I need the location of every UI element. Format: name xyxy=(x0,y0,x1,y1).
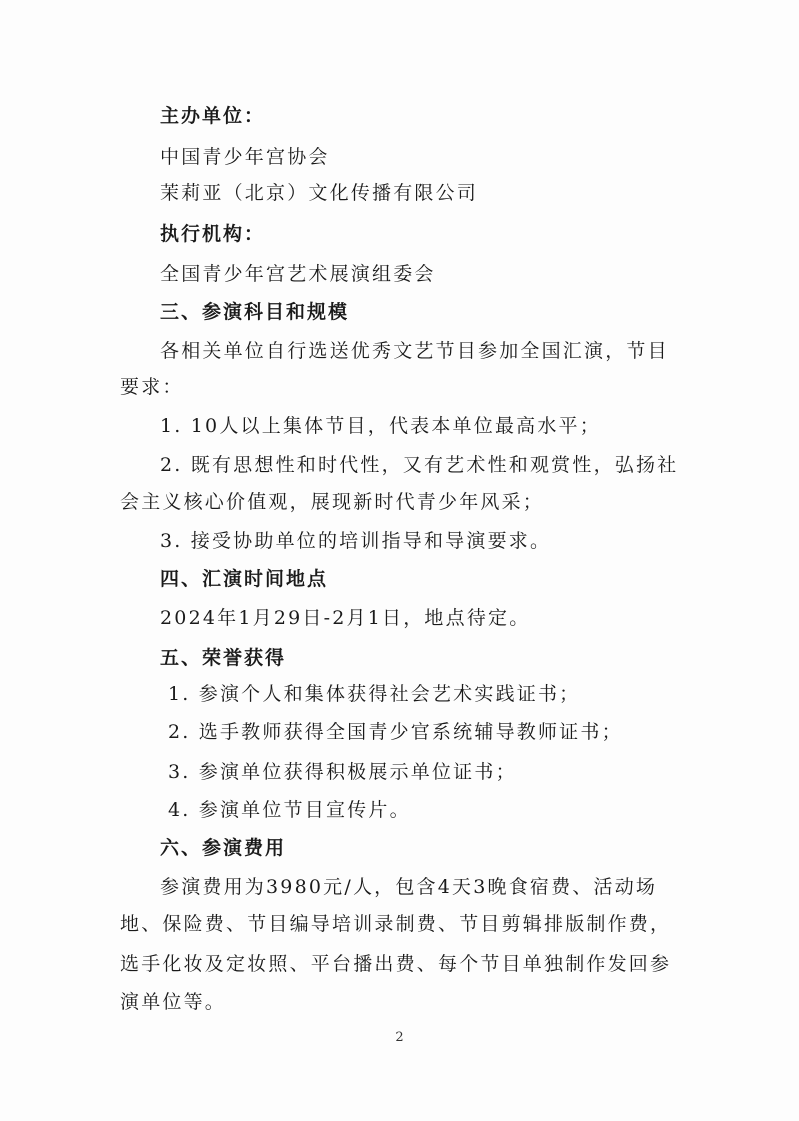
section6-title: 六、参演费用 xyxy=(160,837,287,859)
honor-1: 1. 参演个人和集体获得社会艺术实践证书； xyxy=(168,683,581,705)
honor-2: 2. 选手教师获得全国青少官系统辅导教师证书； xyxy=(168,721,623,743)
honor-3: 3. 参演单位获得积极展示单位证书； xyxy=(168,761,517,783)
organizer-1: 中国青少年宫协会 xyxy=(160,146,330,168)
organizer-heading: 主办单位： xyxy=(160,105,266,127)
section3-intro-line2: 要求： xyxy=(120,376,184,398)
section3-intro-line1: 各相关单位自行选送优秀文艺节目参加全国汇演，节目 xyxy=(160,340,669,362)
page-number: 2 xyxy=(395,1030,404,1045)
requirement-1: 1. 10人以上集体节目，代表本单位最高水平； xyxy=(160,415,601,437)
organizer-2: 茉莉亚（北京）文化传播有限公司 xyxy=(160,182,479,204)
fee-line3: 选手化妆及定妆照、平台播出费、每个节目单独制作发回参 xyxy=(120,953,672,975)
section4-text: 2024年1月29日-2月1日，地点待定。 xyxy=(160,607,531,629)
executor-heading: 执行机构： xyxy=(160,223,266,245)
section3-title: 三、参演科目和规模 xyxy=(160,301,350,323)
requirement-2-line1: 2. 既有思想性和时代性，又有艺术性和观赏性，弘扬社 xyxy=(160,454,679,476)
executor-text: 全国青少年宫艺术展演组委会 xyxy=(160,263,436,285)
requirement-2-line2: 会主义核心价值观，展现新时代青少年风采； xyxy=(120,491,545,513)
honor-4: 4. 参演单位节目宣传片。 xyxy=(168,799,411,821)
section5-title: 五、荣誉获得 xyxy=(160,647,287,669)
requirement-3: 3. 接受协助单位的培训指导和导演要求。 xyxy=(160,530,552,552)
fee-line1: 参演费用为3980元/人，包含4天3晚食宿费、活动场 xyxy=(160,876,658,898)
section4-title: 四、汇演时间地点 xyxy=(160,568,329,590)
fee-line4: 演单位等。 xyxy=(120,991,227,1013)
fee-line2: 地、保险费、节目编导培训录制费、节目剪辑排版制作费， xyxy=(120,913,672,935)
